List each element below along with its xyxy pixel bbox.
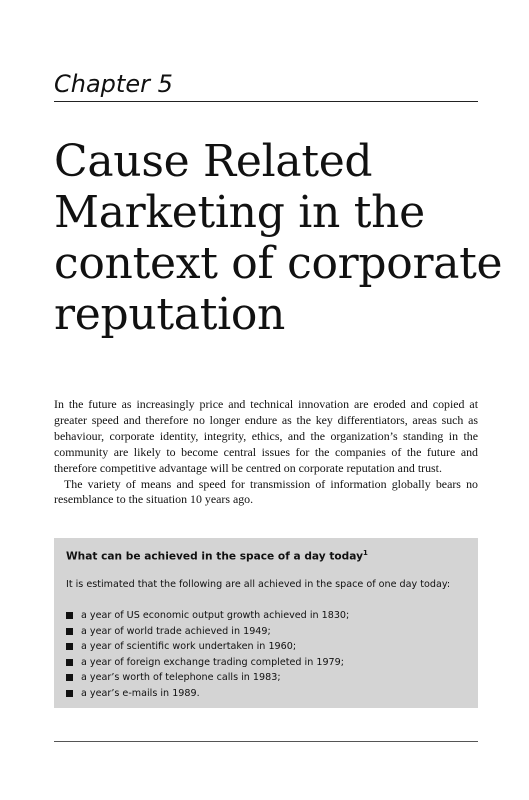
list-item-text: a year’s worth of telephone calls in 1983; (81, 672, 281, 683)
list-item (66, 624, 349, 640)
box-title-text: What can be achieved in the space of a day today (66, 550, 363, 563)
square-bullet-icon (66, 612, 73, 619)
square-bullet-icon (66, 659, 73, 666)
list-item (66, 655, 349, 671)
list-item (66, 670, 349, 686)
list-item (66, 686, 349, 702)
chapter-title (54, 136, 503, 340)
list-item-text: a year of scientific work undertaken in 1960; (81, 641, 297, 652)
list-item-text: a year of world trade achieved in 1949; (81, 625, 271, 637)
body-paragraph: In the future as increasingly price and technical innovation are eroded and copied at greater speed and therefore no longer endure as the key differentiators, areas such as behaviour, corporate identity, integrity, ethics, and the organization’s standing in the community are likely to become central issues for the companies of the future and therefore competitive advantage will be centred on corporate reputation and trust. (54, 397, 478, 475)
chapter-title-line: Cause Related (54, 136, 373, 187)
footer-divider (54, 741, 478, 742)
box-intro: It is estimated that the following are all achieved in the space of one day today: (66, 579, 451, 590)
chapter-label: Chapter 5 (54, 70, 173, 98)
chapter-title-line: context of corporate (54, 238, 503, 289)
sidebar-box (54, 538, 478, 708)
list-item-text: a year of US economic output growth achieved in 1830; (81, 610, 350, 621)
chapter-divider (54, 101, 478, 102)
square-bullet-icon (66, 643, 73, 650)
square-bullet-icon (66, 690, 73, 697)
square-bullet-icon (66, 628, 73, 635)
chapter-title-line: Marketing in the (54, 187, 425, 238)
body-paragraph: The variety of means and speed for transmission of information globally bears no resemblance to the situation 10 years ago. (54, 476, 478, 507)
list-item-text: a year of foreign exchange trading completed in 1979; (81, 656, 344, 668)
box-list (66, 608, 349, 701)
box-title (66, 549, 368, 563)
list-item (66, 639, 349, 655)
footnote-marker: 1 (363, 549, 368, 557)
body-text (54, 397, 478, 508)
square-bullet-icon (66, 674, 73, 681)
chapter-title-line: reputation (54, 289, 286, 340)
list-item-text: a year’s e-mails in 1989. (81, 687, 200, 699)
list-item (66, 608, 349, 624)
